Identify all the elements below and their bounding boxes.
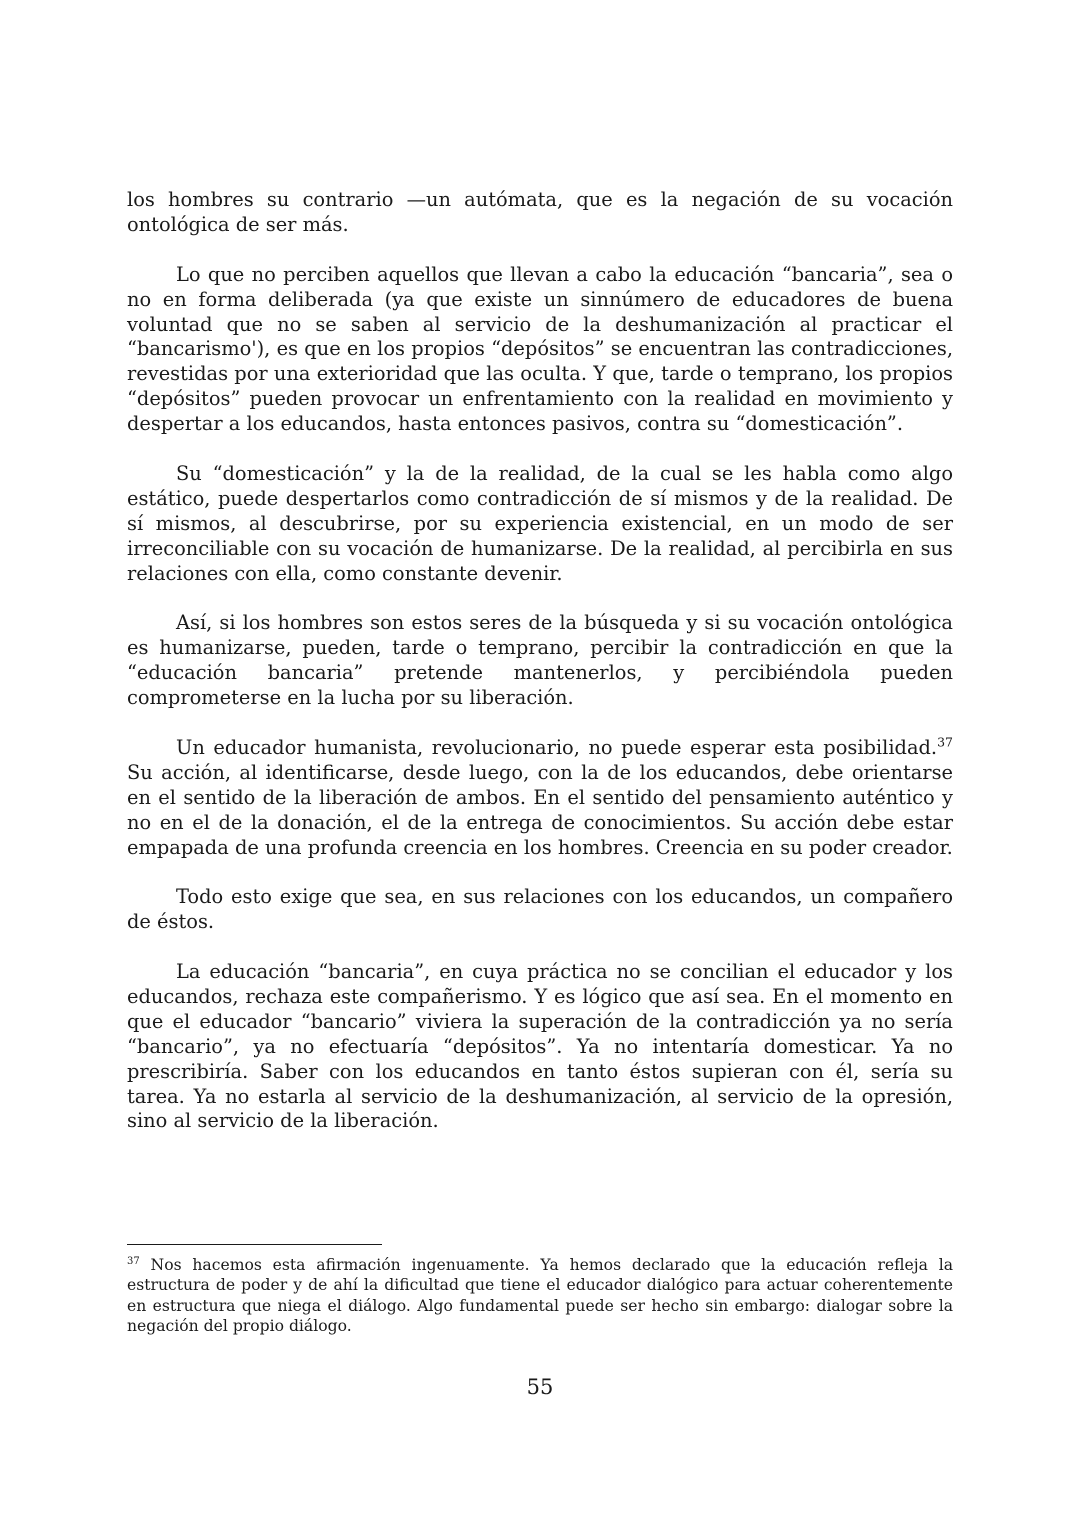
paragraph-2: Lo que no perciben aquellos que llevan a cabo la educación “bancaria”, sea o no en forma deliberada (ya que existe un sinnúmero de educadores de buena voluntad que no se saben al servicio de la deshumanización al practicar el “bancarismo'), es que en los propios “depósitos” se encuentran las contradicciones, revestidas por una exterioridad que las oculta. Y que, tarde o temprano, los propios “depósitos” pueden provocar un enfrentamiento con la realidad en movimiento y despertar a los educandos, hasta entonces pasivos, contra su “domesticación”.	[127, 262, 953, 436]
paragraph-5	[127, 736, 953, 861]
paragraph-4: Así, si los hombres son estos seres de la búsqueda y si su vocación ontológica es humanizarse, pueden, tarde o temprano, percibir la contradicción en que la “educación bancaria” pretende mantenerlos, y percibiéndola pueden comprometerse en la lucha por su liberación.	[127, 611, 953, 710]
paragraph-7: La educación “bancaria”, en cuya práctica no se concilian el educador y los educandos, rechaza este compañerismo. Y es lógico que así sea. En el momento en que el educador “bancario” viviera la superación de la contradicción ya no sería “bancario”, ya no efectuaría “depósitos”. Ya no intentaría domesticar. Ya no prescribiría. Saber con los educandos en tanto éstos supieran con él, sería su tarea. Ya no estarla al servicio de la deshumanización, al servicio de la opresión, sino al servicio de la liberación.	[127, 960, 953, 1133]
footnote-separator	[127, 1244, 382, 1245]
paragraph-3: Su “domesticación” y la de la realidad, de la cual se les habla como algo estático, puede despertarlos como contradicción de sí mismos y de la realidad. De sí mismos, al descubrirse, por su experiencia existencial, en un modo de ser irreconciliable con su vocación de humanizarse. De la realidad, al percibirla en sus relaciones con ella, como constante devenir.	[127, 461, 953, 585]
footnote-text: Nos hacemos esta afirmación ingenuamente. Ya hemos declarado que la educación refleja la estructura de poder y de ahí la dificultad que tiene el educador dialógico para actuar coherentemente en estructura que niega el diálogo. Algo fundamental puede ser hecho sin embargo: dialogar sobre la negación del propio diálogo.	[127, 1256, 953, 1335]
page-number: 55	[526, 1375, 554, 1399]
paragraph-1: los hombres su contrario —un autómata, que es la negación de su vocación ontológica de ser más.	[127, 188, 953, 236]
paragraph-5-start: Un educador humanista, revolucionario, no puede esperar esta posibilidad.	[176, 735, 938, 759]
paragraph-6: Todo esto exige que sea, en sus relaciones con los educandos, un compañero de éstos.	[127, 885, 953, 934]
footnote	[127, 1255, 953, 1336]
main-text	[127, 188, 953, 1159]
paragraph-5-rest: Su acción, al identificarse, desde luego, con la de los educandos, debe orientarse en el sentido de la liberación de ambos. En el sentido del pensamiento auténtico y no en el de la donación, el de la entrega de conocimientos. Su acción debe estar empapada de una profunda creencia en los hombres. Creencia en su poder creador.	[127, 760, 953, 859]
footnote-reference[interactable]: 37	[937, 734, 953, 750]
footnote-number: 37	[127, 1255, 140, 1267]
